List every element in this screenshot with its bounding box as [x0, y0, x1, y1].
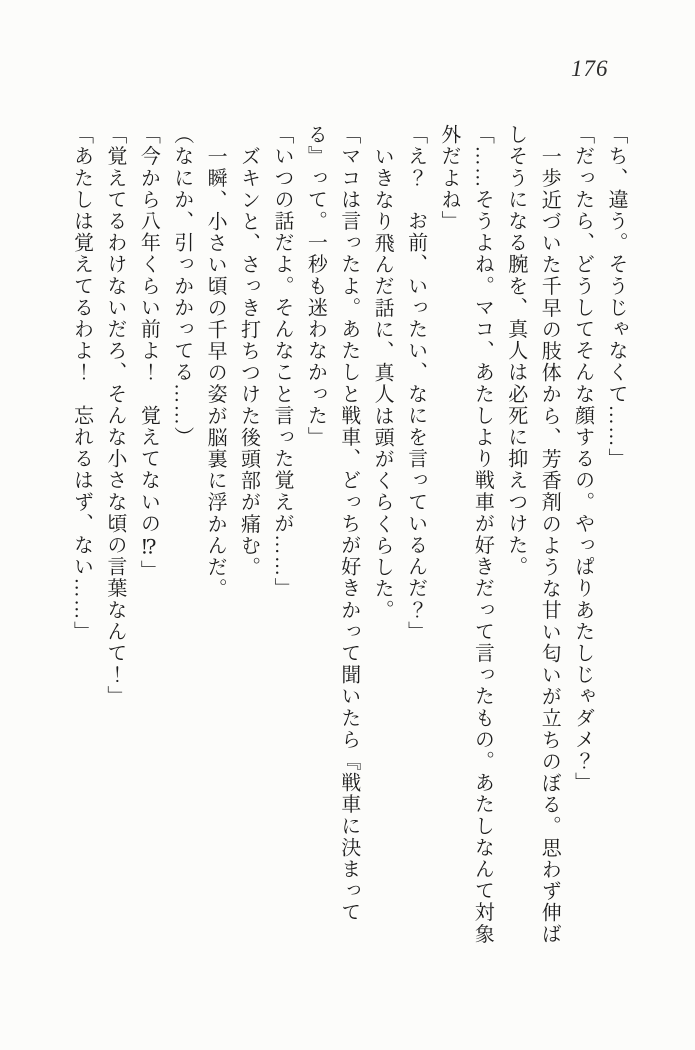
text-column: しそうになる腕を、真人は必死に抑えつけた。 [504, 124, 527, 578]
text-column: 一瞬、小さい頃の千早の姿が脳裏に浮かんだ。 [204, 146, 227, 600]
text-column: （なにか、引っかかってる……） [170, 124, 193, 448]
text-column: る』って。一秒も迷わなかった」 [304, 124, 327, 448]
text-column: 「あたしは覚えてるわよ！ 忘れるはず、ない……」 [70, 124, 93, 643]
text-column: 「ち、違う。そうじゃなくて……」 [605, 124, 627, 470]
text-column: 「いつの話だよ。そんなこと言った覚えが……」 [270, 124, 293, 600]
text-column: 一歩近づいた千早の肢体から、芳香剤のような甘い匂いが立ちのぼる。思わず伸ば [538, 146, 561, 946]
text-column: 外だよね」 [437, 124, 460, 232]
text-column: 「覚えてるわけないだろ、そんな小さな頃の言葉なんて！」 [103, 124, 126, 708]
text-column: ズキンと、さっき打ちつけた後頭部が痛む。 [237, 146, 260, 578]
text-column: 「今から八年くらい前よ！ 覚えてないの⁉」 [137, 124, 160, 582]
page-number: 176 [571, 56, 609, 81]
text-block [64, 124, 632, 964]
text-column: 「……そうよね。マコ、あたしより戦車が好きだって言ったもの。あたしなんて対象 [471, 124, 494, 945]
text-column: 「だったら、どうしてそんな顔するの。やっぱりあたしじゃダメ？」 [571, 124, 594, 794]
text-column: 「マコは言ったよ。あたしと戦車、どっちが好きかって聞いたら『戦車に決まって [337, 124, 360, 924]
text-column: 「え？ お前、いったい、なにを言っているんだ？」 [404, 124, 427, 643]
text-column: いきなり飛んだ話に、真人は頭がくらくらした。 [371, 146, 394, 622]
